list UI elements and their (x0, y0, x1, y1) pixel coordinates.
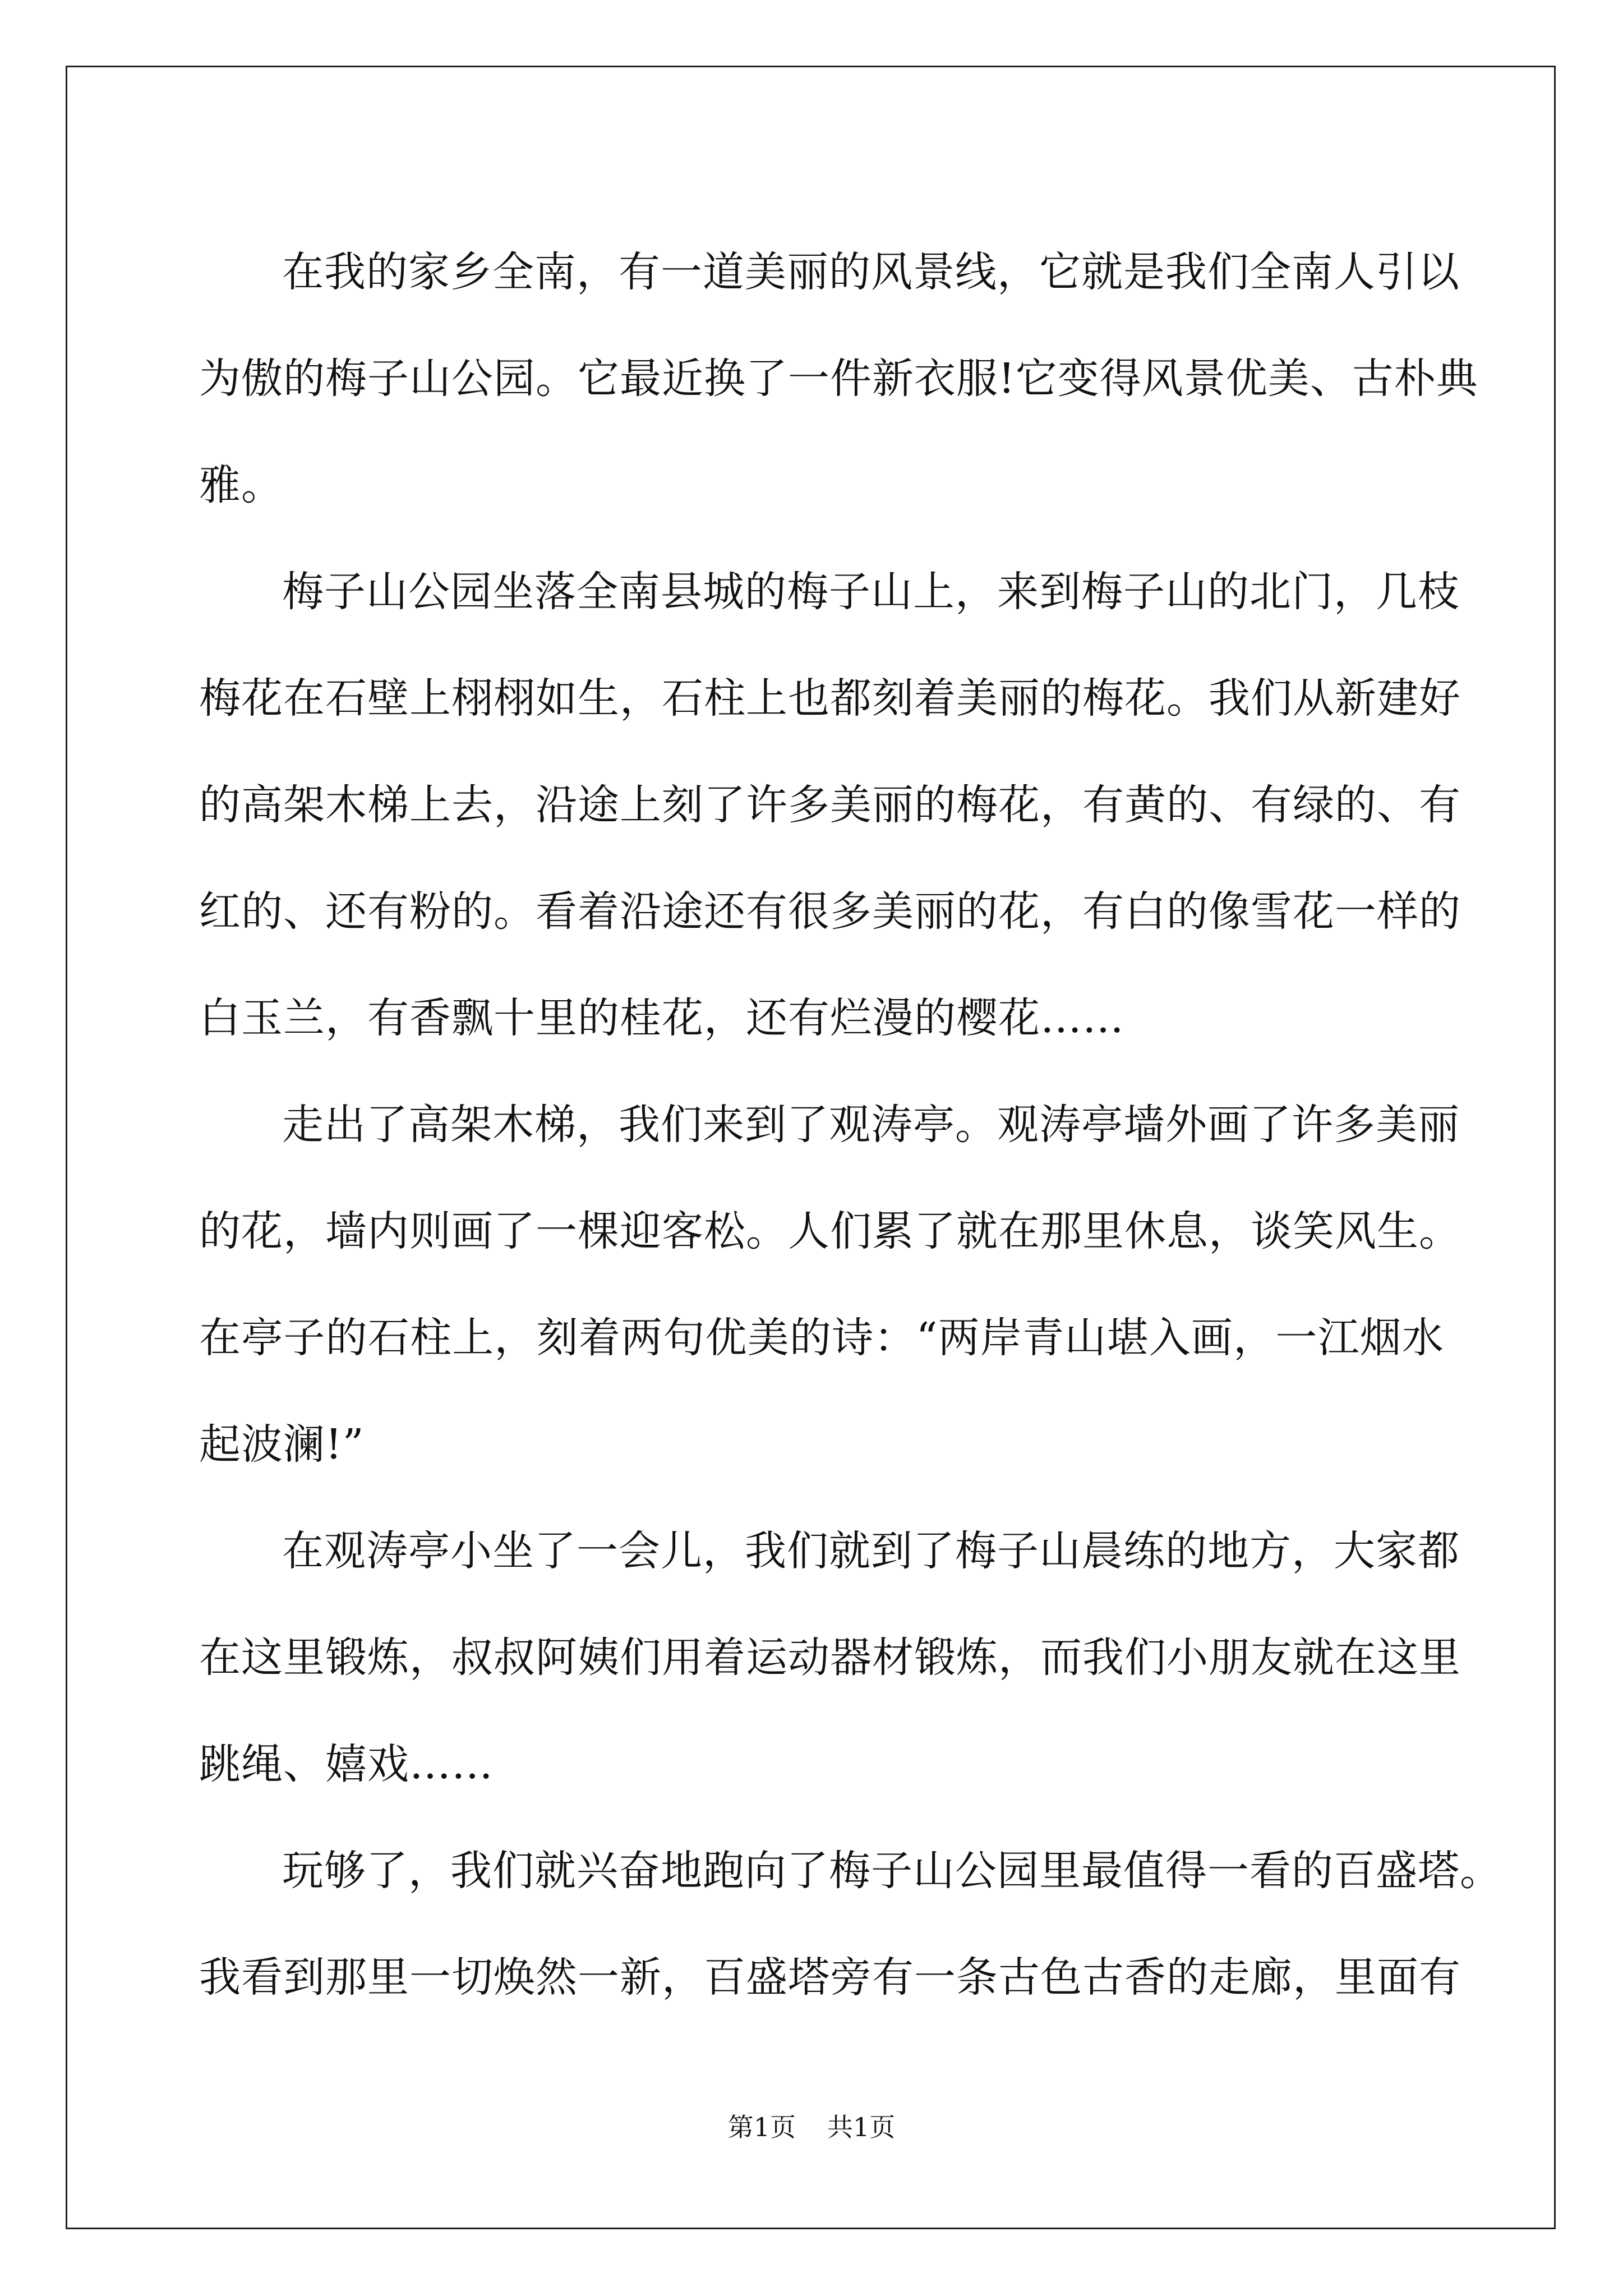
paragraph-5-line-2: 我看到那里一切焕然一新，百盛塔旁有一条古色古香的走廊，里面有 (199, 1953, 1461, 2001)
document-body (199, 219, 1502, 2031)
paragraph-2-line-2: 梅花在石壁上栩栩如生，石柱上也都刻着美丽的梅花。我们从新建好 (199, 674, 1461, 723)
paragraph-1-line-1: 在我的家乡全南，有一道美丽的风景线，它就是我们全南人引以 (282, 248, 1460, 296)
page-number-label: 第1页 (727, 2112, 796, 2142)
paragraph-1-line-3: 雅。 (199, 461, 283, 509)
paragraph-2-line-1: 梅子山公园坐落全南县城的梅子山上，来到梅子山的北门，几枝 (282, 568, 1460, 616)
paragraph-4-line-1: 在观涛亭小坐了一会儿，我们就到了梅子山晨练的地方，大家都 (282, 1527, 1460, 1575)
paragraph-1-line-2: 为傲的梅子山公园。它最近换了一件新衣服!它变得风景优美、古朴典 (199, 355, 1478, 403)
page-footer (0, 2110, 1623, 2144)
page-total-label: 共1页 (827, 2112, 896, 2142)
paragraph-4-line-2: 在这里锻炼，叔叔阿姨们用着运动器材锻炼，而我们小朋友就在这里 (199, 1634, 1461, 1682)
paragraph-2-line-5: 白玉兰，有香飘十里的桂花，还有烂漫的樱花…… (199, 994, 1124, 1042)
paragraph-3-line-1: 走出了高架木梯，我们来到了观涛亭。观涛亭墙外画了许多美丽 (282, 1101, 1460, 1149)
paragraph-2-line-4: 红的、还有粉的。看着沿途还有很多美丽的花，有白的像雪花一样的 (199, 887, 1461, 936)
paragraph-3-line-4: 起波澜!” (199, 1420, 365, 1469)
paragraph-3-line-2: 的花，墙内则画了一棵迎客松。人们累了就在那里休息，谈笑风生。 (199, 1207, 1461, 1255)
paragraph-4-line-3: 跳绳、嬉戏…… (199, 1740, 494, 1788)
paragraph-2-line-3: 的高架木梯上去，沿途上刻了许多美丽的梅花，有黄的、有绿的、有 (199, 781, 1461, 829)
paragraph-5-line-1: 玩够了，我们就兴奋地跑向了梅子山公园里最值得一看的百盛塔。 (282, 1847, 1502, 1895)
paragraph-3-line-3: 在亭子的石柱上，刻着两句优美的诗：“两岸青山堪入画，一江烟水 (199, 1314, 1444, 1362)
